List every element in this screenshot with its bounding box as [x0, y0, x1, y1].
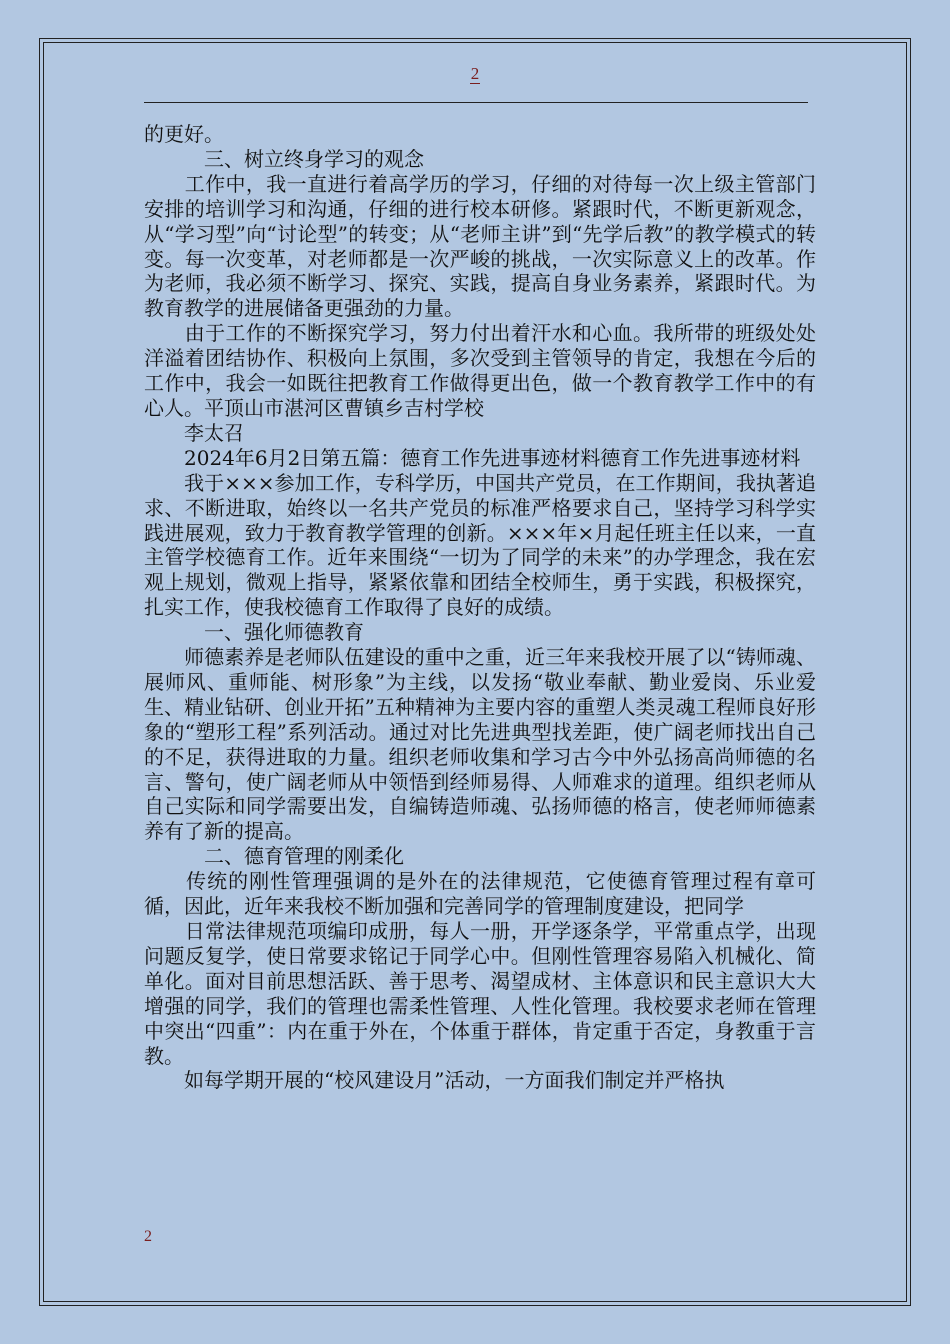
- header-rule: [144, 102, 808, 103]
- paragraph: 工作中，我一直进行着高学历的学习，仔细的对待每一次上级主管部门安排的培训学习和沟通，仔细的进行校本研修。紧跟时代，不断更新观念，从“学习型”向“讨论型”的转变；从“老师主讲”到“先学后教”的教学模式的转变。每一次变革，对老师都是一次严峻的挑战，一次实际意义上的改革。作为老师，我必须不断学习、探究、实践，提高自身业务素养，紧跟时代。为教育教学的进展储备更强劲的力量。: [144, 171, 816, 321]
- paragraph: 我于×××参加工作，专科学历，中国共产党员，在工作期间，我执著追求、不断进取，始终以一名共产党员的标准严格要求自己，坚持学习科学实践进展观，致力于教育教学管理的创新。×××年×月起任班主任以来，一直主管学校德育工作。近年来围绕“一切为了同学的未来”的办学理念，我在宏观上规划，微观上指导，紧紧依靠和团结全校师生，勇于实践，积极探究，扎实工作，使我校德育工作取得了良好的成绩。: [144, 470, 816, 620]
- paragraph: 日常法律规范项编印成册，每人一册，开学逐条学，平常重点学，出现问题反复学，使日常要求铭记于同学心中。但刚性管理容易陷入机械化、简单化。面对目前思想活跃、善于思考、渴望成材、主体意识和民主意识大大增强的同学，我们的管理也需柔性管理、人性化管理。我校要求老师在管理中突出“四重”：内在重于外在，个体重于群体，肯定重于否定，身教重于言教。: [144, 919, 816, 1068]
- section-heading: 二、德育管理的刚柔化: [144, 844, 404, 869]
- paragraph: 师德素养是老师队伍建设的重中之重，近三年来我校开展了以“铸师魂、展师风、重师能、树形象”为主线，以发扬“敬业奉献、勤业爱岗、乐业爱生、精业钻研、创业开拓”五种精神为主要内容的重塑人类灵魂工程师良好形象的“塑形工程”系列活动。通过对比先进典型找差距，使广阔老师找出自己的不足，获得进取的力量。组织老师收集和学习古今中外弘扬高尚师德的名言、警句，使广阔老师从中领悟到经师易得、人师难求的道理。组织老师从自己实际和同学需要出发，自编铸造师魂、弘扬师德的格言，使老师师德素养有了新的提高。: [144, 645, 816, 844]
- paragraph: 传统的刚性管理强调的是外在的法律规范，它使德育管理过程有章可循，因此，近年来我校不断加强和完善同学的管理制度建设，把同学: [144, 869, 816, 919]
- header-page-number-text: 2: [470, 64, 480, 83]
- paragraph: 如每学期开展的“校风建设月”活动，一方面我们制定并严格执: [144, 1068, 725, 1093]
- paragraph: 2024年6月2日第五篇：德育工作先进事迹材料德育工作先进事迹材料: [144, 445, 801, 470]
- paragraph: 的更好。: [144, 122, 224, 146]
- section-heading: 一、强化师德教育: [144, 620, 364, 645]
- footer-page-number: 2: [144, 1228, 152, 1245]
- document-body: [144, 122, 816, 1093]
- paragraph: 由于工作的不断探究学习，努力付出着汗水和心血。我所带的班级处处洋溢着团结协作、积极向上氛围，多次受到主管领导的肯定，我想在今后的工作中，我会一如既往把教育工作做得更出色，做一个教育教学工作中的有心人。平顶山市湛河区曹镇乡吉村学校: [144, 321, 816, 420]
- author-line: 李太召: [144, 420, 244, 445]
- section-heading: 三、树立终身学习的观念: [144, 146, 424, 171]
- header-page-number: [0, 64, 950, 84]
